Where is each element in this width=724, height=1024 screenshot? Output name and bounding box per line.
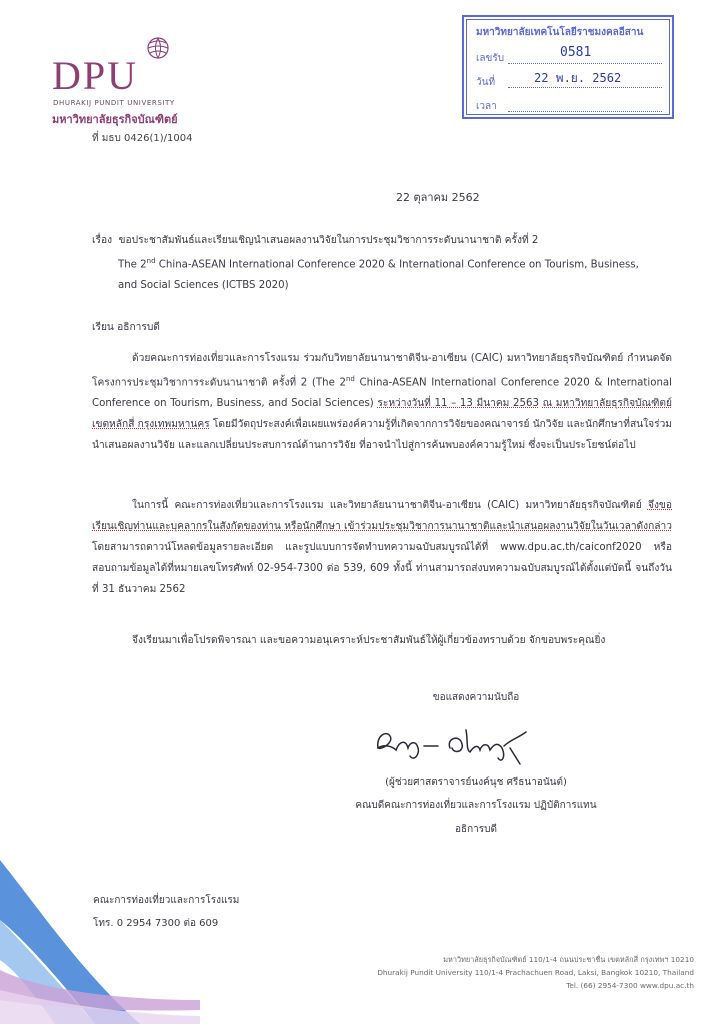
subject-block xyxy=(92,230,682,296)
corner-swoosh-graphic xyxy=(0,850,200,1024)
footer-address-th: มหาวิทยาลัยธุรกิจบัณฑิตย์ 110/1-4 ถนนประชาชื่น เขตหลักสี่ กรุงเทพฯ 10210 xyxy=(443,955,694,964)
subject-line3: and Social Sciences (ICTBS 2020) xyxy=(118,280,289,292)
paragraph-3: จึงเรียนมาเพื่อโปรดพิจารณา และขอความอนุเคราะห์ประชาสัมพันธ์ให้ผู้เกี่ยวข้องทราบด้วย จักขอบพระคุณยิ่ง xyxy=(132,635,606,646)
para1-event-venue: ณ มหาวิทยาลัยธุรกิจบัณฑิตย์ เขตหลักสี่ กรุงเทพมหานคร xyxy=(92,398,672,431)
para1-text-a: ด้วยคณะการท่องเที่ยวและการโรงแรม ร่วมกับวิทยาลัยนานาชาติจีน-อาเซียน (CAIC) มหาวิทยาลัยธุรกิจบัณฑิตย์ กำหนดจัดโครงการประชุมวิชาการระดับนานาชาติ ครั้งที่ 2 (The 2 xyxy=(92,353,672,389)
signer-name: (ผู้ช่วยศาสตราจารย์นงค์นุช ศรีธนาอนันต์) xyxy=(385,777,567,788)
subject-line1: ขอประชาสัมพันธ์และเรียนเชิญนำเสนอผลงานวิจัยในการประชุมวิชาการระดับนานาชาติ ครั้งที่ 2 xyxy=(118,235,539,246)
salutation: เรียน อธิการบดี xyxy=(92,322,160,333)
handwritten-signature xyxy=(370,718,540,766)
stamp-time-label: เวลา xyxy=(476,101,497,112)
logo-university-en: DHURAKIJ PUNDIT UNIVERSITY xyxy=(53,99,175,107)
stamp-date-label: วันที่ xyxy=(476,77,496,88)
receipt-stamp xyxy=(462,15,674,119)
para2-invitation: จึงขอเรียนเชิญท่านและบุคลากรในสังกัดของท่าน หรือนักศึกษา เข้าร่วมประชุมวิชาการนานาชาติและนำเสนอผลงานวิจัยในวันเวลาดังกล่าว xyxy=(92,500,672,532)
footer-address-en: Dhurakij Pundit University 110/1-4 Prachachuen Road, Laksi, Bangkok 10210, Thailand xyxy=(377,968,694,977)
stamp-date-value: 22 พ.ย. 2562 xyxy=(534,71,622,85)
subject-label: เรื่อง xyxy=(92,235,113,246)
para1-text-b: China-ASEAN International Conference 2020 & International Conference on Tourism, Business, and Social Sciences) xyxy=(92,377,672,410)
signer-title-1: คณบดีคณะการท่องเที่ยวและการโรงแรม ปฏิบัติการแทน xyxy=(355,800,597,811)
stamp-title: มหาวิทยาลัยเทคโนโลยีราชมงคลอีสาน xyxy=(476,27,644,38)
logo-wordmark: DPU xyxy=(52,53,139,98)
para1-sup: nd xyxy=(346,375,355,383)
para1-event-dates: ระหว่างวันที่ 11 – 13 มีนาคม 2563 xyxy=(377,398,539,410)
stamp-receipt-label: เลขรับ xyxy=(476,53,505,64)
para2-text-b: โดยสามารถดาวน์โหลดข้อมูลรายละเอียด และรูปแบบการจัดทำบทความฉบับสมบูรณ์ได้ที่ www.dpu.ac.th/caiconf2020 หรือสอบถามข้อมูลได้ที่หมายเลขโทรศัพท์ 02-954-7300 ต่อ 539, 609 ทั้งนี้ ท่านสามารถส่งบทความฉบับสมบูรณ์ได้ตั้งแต่บัดนี้ จนถึงวันที่ 31 ธันวาคม 2562 xyxy=(92,542,672,595)
footer-contact: Tel. (66) 2954-7300 www.dpu.ac.th xyxy=(566,981,694,990)
logo-university-th: มหาวิทยาลัยธุรกิจบัณฑิตย์ xyxy=(52,113,178,126)
subject-line2-sup: nd xyxy=(146,257,156,265)
stamp-receipt-value: 0581 xyxy=(560,45,592,60)
contact-phone: โทร. 0 2954 7300 ต่อ 609 xyxy=(93,918,219,929)
subject-line2-post: China-ASEAN International Conference 2020 & International Conference on Tourism, Business, xyxy=(155,259,639,271)
subject-line2-pre: The 2 xyxy=(118,259,147,271)
paragraph-2 xyxy=(92,495,672,600)
para2-text-a: ในการนี้ คณะการท่องเที่ยวและการโรงแรม และวิทยาลัยนานาชาติจีน-อาเซียน (CAIC) มหาวิทยาลัยธุรกิจบัณฑิตย์ xyxy=(132,500,648,511)
reference-number: ที่ มธบ 0426(1)/1004 xyxy=(92,133,193,144)
para1-text-c: โดยมีวัตถุประสงค์เพื่อเผยแพร่องค์ความรู้ที่เกิดจากการวิจัยของคณาจารย์ นักวิจัย และนักศึกษาที่สนใจร่วมนำเสนอผลงานวิจัย และแลกเปลี่ยนประสบการณ์ด้านการวิจัย ที่อาจนำไปสู่การค้นพบองค์ความรู้ใหม่ ซึ่งจะเป็นประโยชน์ต่อไป xyxy=(92,419,672,452)
logo-globe-icon xyxy=(146,36,170,60)
letter-date: 22 ตุลาคม 2562 xyxy=(396,191,480,204)
paragraph-1 xyxy=(92,348,672,456)
closing: ขอแสดงความนับถือ xyxy=(432,692,520,703)
signer-title-2: อธิการบดี xyxy=(455,824,497,835)
contact-department: คณะการท่องเที่ยวและการโรงแรม xyxy=(93,895,240,906)
